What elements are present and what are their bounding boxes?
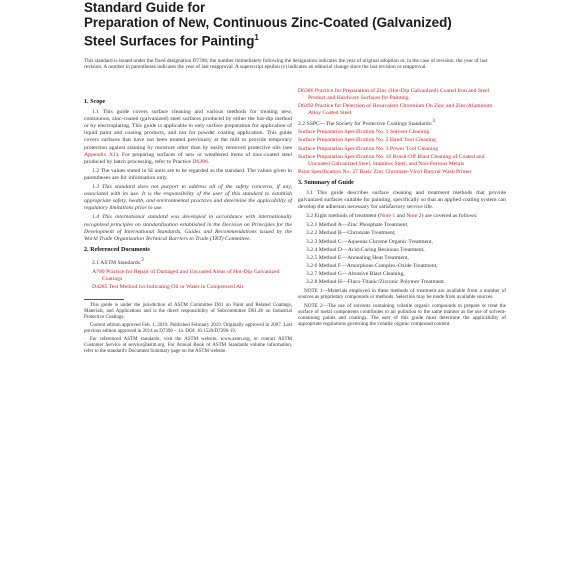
section-3-heading: 3. Summary of Guide	[298, 179, 354, 186]
reference-d6492	[298, 103, 506, 117]
method-item: 3.2.6 Method F—Amorphous Complex-Oxide Treatment,	[306, 262, 438, 269]
sspc-item[interactable]: Paint Specification No. 27 Basic Zinc Chromate-Vinyl Butyral Wash Primer	[298, 168, 472, 175]
section-2-heading: 2. Referenced Documents	[84, 246, 151, 253]
reference-code-link[interactable]: A780	[92, 268, 105, 275]
method-item: 3.2.1 Method A—Zinc Phosphate Treatment,	[306, 222, 409, 229]
paragraph-2-1	[84, 257, 292, 267]
section-1-heading: 1. Scope	[84, 99, 106, 105]
reference-code-link[interactable]: D6386	[298, 88, 314, 94]
title-line-2: Preparation of New, Continuous Zinc-Coated (Galvanized)	[84, 15, 452, 30]
paragraph-1-1-text: 1.1 This guide covers surface cleaning and various methods for treating new, continuous, zinc-coated (galvanized) steel surfaces produced by either the hot-dip method or by electroplating. This guide is applicable to only surface preparation for application of liquid paint and coating products, and not for powder coating application. This guide covers surfaces that have not been treated previously at the mill to provide temporary protection against staining by moisture other than by easily removed protective oils (see	[84, 109, 292, 151]
paragraph-1-2: 1.2 The values stated in SI units are to be regarded as the standard. The values given in parentheses are for information only.	[84, 167, 292, 181]
appendix-x1-link[interactable]: Appendix X1	[84, 151, 116, 158]
designation-notice: This standard is issued under the fixed designation D7396; the number immediately following the designation indicates the year of original adoption or, in the case of revision, the year of last revision. A number in parentheses indicates the year of last reapproval. A superscript epsilon (ε) indicates an editorial change since the last revision or reapproval.	[84, 58, 488, 71]
reference-title-link[interactable]: Test Method for Indicating Oil or Water in Compressed Air	[108, 284, 244, 291]
method-item: 3.2.7 Method G—Abrasive Blast Cleaning,	[306, 270, 405, 277]
footnote-divider	[84, 299, 124, 300]
paragraph-2-1-text: 2.1 ASTM Standards:	[92, 259, 142, 266]
reference-code-link[interactable]: D6492	[298, 103, 314, 110]
reference-code-link[interactable]: D4285	[92, 284, 108, 291]
sspc-item[interactable]: Surface Preparation Specification No. 2 Hand Tool Cleaning	[298, 137, 436, 144]
title-line-3-text: Steel Surfaces for Painting	[84, 33, 255, 49]
sspc-standards-text: 2.2 SSPC—The Society for Protective Coatings Standards:	[298, 121, 433, 128]
paragraph-3-1: 3.1 This guide describes surface cleaning and treatment methods that provide galvanized surfaces suitable for painting, specifically so that an applied coating system can develop the adhesion necessary for satisfactory service life.	[298, 190, 506, 211]
sspc-item[interactable]: Surface Preparation Specification No. 1 Solvent Cleaning	[298, 129, 430, 136]
note-2: NOTE 2—The use of solvents containing volatile organic compounds to prepare or treat the surface of metal components contributes to air pollution to the same manner as the use of solvent-containing paints and coatings. The user of this guide must determine the applicability of appropriate regulations governing the volatile organic compound content.	[298, 302, 506, 328]
footnote-1b: Current edition approved Feb. 1, 2019. Published February 2019. Originally approved in 2007. Last previous edition approved in 2014 as D7396 – 14. DOI: 10.1520/D7396-19.	[84, 323, 292, 335]
title-line-1: Standard Guide for	[84, 0, 206, 15]
right-column	[298, 88, 506, 329]
sspc-item[interactable]: Surface Preparation Specification No. 3 Power Tool Cleaning	[298, 145, 439, 152]
document-title	[84, 0, 504, 48]
note-1: NOTE 1—Materials employed in these methods of treatment are available from a number of sources as proprietary compounds or methods. Selection may be made from available sources.	[298, 288, 506, 301]
footnote-3-marker: 3	[432, 119, 435, 125]
method-item: 3.2.8 Method H—Fluro-Titanic/Zirconic Polymer Treatment.	[306, 279, 446, 286]
d6386-link[interactable]: D6386	[192, 158, 208, 165]
method-item: 3.2.2 Method B—Chromate Treatment,	[306, 230, 396, 237]
title-footnote-marker: 1	[254, 33, 259, 42]
paragraph-3-2-text: 3.2 Eight methods of treatment (	[306, 213, 380, 220]
paragraph-1-1-end: .	[207, 158, 210, 165]
reference-title-link[interactable]: Practice for Detection of Hexavalent Chromium On Zinc and Zinc/Aluminum Alloy Coated Steel	[308, 103, 493, 117]
footnote-2-marker: 2	[141, 257, 144, 263]
reference-d6386	[298, 88, 506, 102]
paragraph-3-2-end: ) are covered as follows:	[421, 213, 478, 220]
paragraph-1-4: 1.4 This international standard was developed in accordance with internationally recognized principles on standardization established in the Decision on Principles for the Development of International Standards, Guides and Recommendations issued by the World Trade Organization Technical Barriers to Trade (TBT) Committee.	[84, 214, 292, 242]
reference-title-link[interactable]: Practice for Preparation of Zinc (Hot-Dip Galvanized) Coated Iron and Steel Product and Hardware Surfaces for Painting	[308, 88, 490, 102]
paragraph-3-2	[298, 213, 506, 220]
sspc-item[interactable]: Surface Preparation Specification No. 16 Brush-Off Blast Cleaning of Coated and Uncoated Galvanized Steel, Stainless Steel, and Non-Ferrous Metals	[298, 153, 485, 167]
paragraph-3-2-and: and	[395, 213, 407, 220]
footnote-1a: This guide is under the jurisdiction of ASTM Committee D01 on Paint and Related Coatings, Materials, and Applications and is the direct responsibility of Subcommittee D01.46 on Industrial Protective Coatings.	[84, 303, 292, 321]
footnote-2: For referenced ASTM standards, visit the ASTM website, www.astm.org, or contact ASTM Customer Service at service@astm.org. For Annual Book of ASTM Standards volume information, refer to the standard's Document Summary page on the ASTM website.	[84, 337, 292, 355]
method-item: 3.2.5 Method E—Annealing Heat Treatment,	[306, 254, 409, 261]
sspc-standards-heading	[298, 118, 506, 128]
paragraph-1-3: 1.3 This standard does not purport to address all of the safety concerns, if any, associated with its use. It is the responsibility of the user of this standard to establish appropriate safety, health, and environmental practices and determine the applicability of regulatory limitations prior to use.	[84, 184, 292, 212]
reference-title-link[interactable]: Practice for Repair of Damaged and Uncoated Areas of Hot-Dip Galvanized Coatings	[102, 268, 280, 282]
reference-a780	[84, 269, 292, 283]
note-2-link[interactable]: Note 2	[406, 213, 422, 220]
paragraph-1-1	[84, 109, 292, 166]
note-1-link[interactable]: Note 1	[379, 213, 396, 220]
title-line-3	[84, 30, 504, 48]
method-item: 3.2.4 Method D—Acid-Curing Resinous Treatment,	[306, 246, 425, 253]
method-item: 3.2.3 Method C—Aqueous Chrome Organic Treatment,	[306, 238, 433, 245]
paragraph-1-1-text-b: ). For preparing surfaces of new or weathered items of zinc-coated steel produced by batch processing, refer to Practice	[84, 151, 292, 165]
reference-d4285	[84, 284, 292, 291]
left-column	[84, 95, 292, 357]
